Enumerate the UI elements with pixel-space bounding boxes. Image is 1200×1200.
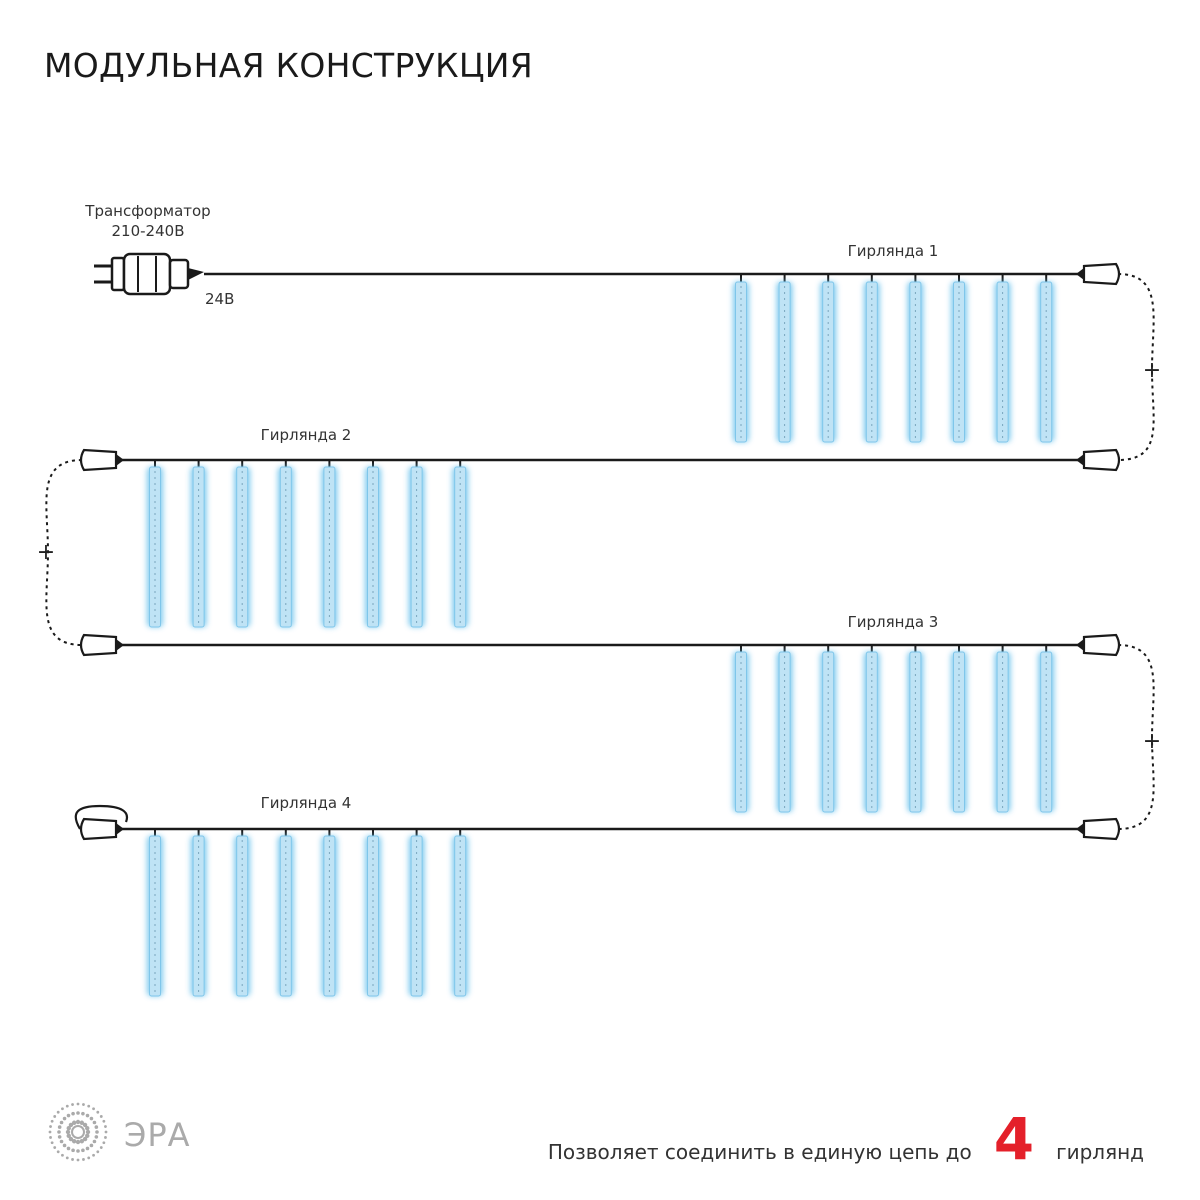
plus-sign-1: +	[1142, 358, 1162, 383]
led-strand	[733, 274, 749, 442]
garland-4-label: Гирлянда 4	[260, 794, 352, 812]
led-strand	[452, 460, 468, 627]
led-strand	[409, 829, 425, 996]
led-strand	[820, 274, 836, 442]
led-strand	[365, 829, 381, 996]
led-strand	[365, 460, 381, 627]
garland-1	[204, 242, 1119, 442]
garland-4-strands	[147, 829, 468, 996]
led-strand	[191, 460, 207, 627]
led-strand	[864, 274, 880, 442]
led-strand	[321, 460, 337, 627]
led-strand	[452, 829, 468, 996]
garland-4-start-connector	[1076, 819, 1119, 839]
led-strand	[278, 829, 294, 996]
led-strand	[234, 829, 250, 996]
plus-sign-2: +	[36, 540, 56, 565]
led-strand	[907, 274, 923, 442]
transformer-plug	[94, 254, 204, 294]
garland-2-strands	[147, 460, 468, 627]
garland-4-end-cap-connector	[81, 819, 124, 839]
sunburst-icon	[49, 1103, 108, 1162]
led-strand	[864, 645, 880, 812]
led-strand	[951, 274, 967, 442]
caption-text-after: гирлянд	[1056, 1140, 1144, 1164]
garland-2-end-connector	[81, 450, 124, 470]
output-voltage-label: 24В	[205, 290, 235, 308]
led-strand	[147, 460, 163, 627]
garland-3-label: Гирлянда 3	[847, 613, 939, 631]
transformer-voltage-label: 210-240В	[111, 222, 185, 240]
led-strand	[820, 645, 836, 812]
led-strand	[234, 460, 250, 627]
led-strand	[191, 829, 207, 996]
garland-2-start-connector	[1076, 450, 1119, 470]
led-strand	[321, 829, 337, 996]
garland-4	[76, 794, 1119, 996]
footer-caption	[547, 1105, 1144, 1173]
led-strand	[777, 274, 793, 442]
led-strand	[907, 645, 923, 812]
led-strand	[951, 645, 967, 812]
plus-sign-3: +	[1142, 729, 1162, 754]
brand-name: ЭРА	[124, 1116, 191, 1154]
led-strand	[733, 645, 749, 812]
caption-text-before: Позволяет соединить в единую цепь до	[547, 1140, 972, 1164]
led-strand	[777, 645, 793, 812]
led-strand	[147, 829, 163, 996]
led-strand	[1038, 274, 1054, 442]
led-strand	[278, 460, 294, 627]
garland-1-strands	[733, 274, 1054, 442]
transformer-label: Трансформатор	[85, 202, 211, 220]
led-strand	[1038, 645, 1054, 812]
garland-2	[81, 426, 1119, 627]
garland-1-end-connector	[1076, 264, 1119, 284]
garland-3-strands	[733, 645, 1054, 812]
garland-1-label: Гирлянда 1	[847, 242, 939, 260]
led-strand	[995, 274, 1011, 442]
led-strand	[995, 645, 1011, 812]
led-strand	[409, 460, 425, 627]
garland-3-start-connector	[81, 635, 124, 655]
garland-2-label: Гирлянда 2	[260, 426, 352, 444]
garland-3-end-connector	[1076, 635, 1119, 655]
caption-number: 4	[993, 1105, 1035, 1173]
page-title: МОДУЛЬНАЯ КОНСТРУКЦИЯ	[44, 46, 533, 85]
garland-3	[81, 613, 1119, 812]
